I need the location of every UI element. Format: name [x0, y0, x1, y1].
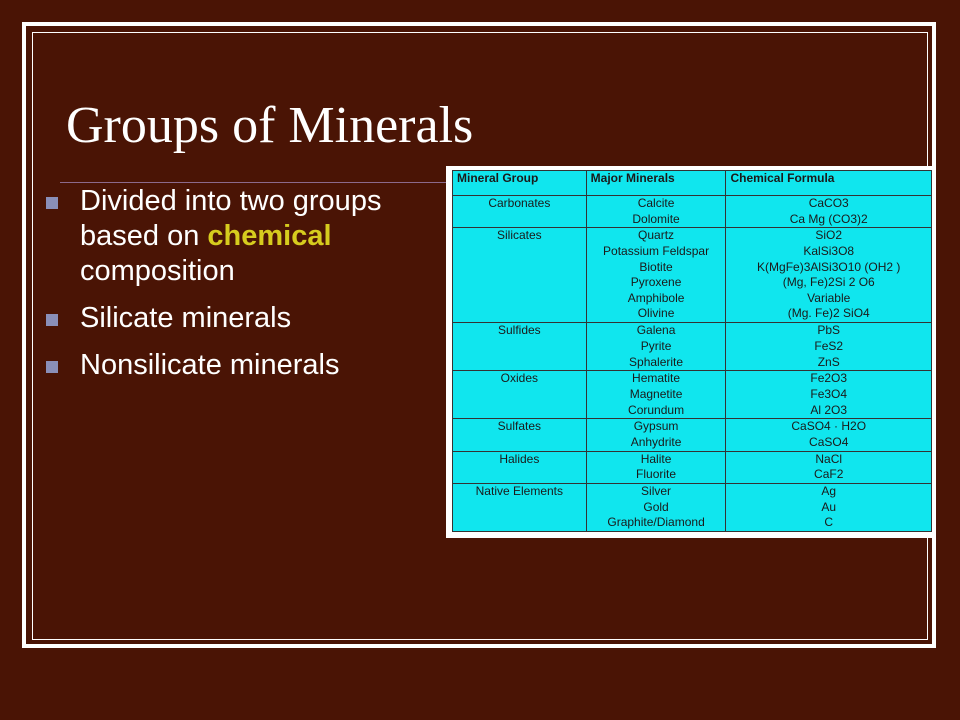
formula-text: NaCl	[815, 451, 843, 466]
title-divider	[60, 182, 450, 183]
mineral-name: Galena	[636, 323, 676, 338]
group-name: Halides	[499, 451, 540, 466]
mineral-name: Fluorite	[636, 467, 677, 482]
bullet-item-divided	[46, 184, 446, 289]
cell-chemical-formula	[726, 228, 932, 323]
bullet-text-before: Divided into two groups based on	[80, 185, 382, 252]
cell-major-minerals	[586, 228, 726, 323]
bullet-square-icon	[46, 197, 58, 209]
cell-mineral-group	[453, 371, 587, 419]
bullet-square-icon	[46, 314, 58, 326]
group-name: Oxides	[500, 371, 539, 386]
cell-mineral-group	[453, 323, 587, 371]
table-row	[453, 419, 932, 451]
cell-chemical-formula	[726, 483, 932, 531]
table-row	[453, 196, 932, 228]
cell-major-minerals	[586, 196, 726, 228]
group-name: Native Elements	[475, 483, 564, 498]
mineral-name: Biotite	[639, 259, 673, 274]
cell-major-minerals	[586, 483, 726, 531]
formula-text: FeS2	[814, 338, 844, 353]
bullet-square-icon	[46, 361, 58, 373]
formula-text: K(MgFe)3AlSi3O10 (OH2 )	[757, 259, 901, 274]
formula-text: KalSi3O8	[803, 243, 855, 258]
table-row	[453, 371, 932, 419]
group-name: Sulfides	[497, 323, 541, 338]
formula-text: (Mg. Fe)2 SiO4	[787, 306, 870, 321]
minerals-table-image	[446, 166, 936, 538]
formula-text: Fe3O4	[810, 386, 848, 401]
formula-text: CaSO4 · H2O	[791, 419, 867, 434]
formula-text: ZnS	[817, 354, 840, 369]
cell-chemical-formula	[726, 451, 932, 483]
header-chemical-formula: Chemical Formula	[726, 171, 932, 196]
table-row	[453, 483, 932, 531]
table-row	[453, 228, 932, 323]
bullet-item-silicate	[46, 301, 446, 336]
mineral-name: Pyrite	[640, 338, 672, 353]
mineral-name: Amphibole	[627, 290, 685, 305]
cell-chemical-formula	[726, 419, 932, 451]
mineral-name: Potassium Feldspar	[603, 243, 710, 258]
cell-mineral-group	[453, 419, 587, 451]
group-name: Sulfates	[497, 419, 542, 434]
bullet-text: Silicate minerals	[80, 302, 292, 334]
mineral-name: Gold	[643, 499, 669, 514]
cell-mineral-group	[453, 228, 587, 323]
mineral-name: Magnetite	[629, 386, 683, 401]
mineral-name: Anhydrite	[630, 434, 682, 449]
cell-mineral-group	[453, 451, 587, 483]
table-row	[453, 451, 932, 483]
mineral-name: Gypsum	[633, 419, 679, 434]
mineral-name: Dolomite	[632, 211, 680, 226]
formula-text: Ag	[821, 483, 837, 498]
formula-text: Variable	[807, 290, 851, 305]
group-name: Silicates	[496, 228, 542, 243]
cell-major-minerals	[586, 419, 726, 451]
mineral-name: Olivine	[637, 306, 675, 321]
formula-text: Au	[821, 499, 837, 514]
cell-major-minerals	[586, 323, 726, 371]
formula-text: CaSO4	[809, 434, 849, 449]
formula-text: C	[824, 515, 834, 530]
table-row	[453, 323, 932, 371]
cell-chemical-formula	[726, 323, 932, 371]
formula-text: Fe2O3	[810, 371, 848, 386]
formula-text: CaF2	[814, 467, 844, 482]
mineral-name: Silver	[641, 483, 672, 498]
formula-text: SiO2	[815, 228, 843, 243]
mineral-name: Halite	[640, 451, 672, 466]
slide-title: Groups of Minerals	[66, 97, 474, 154]
cell-mineral-group	[453, 196, 587, 228]
mineral-name: Hematite	[632, 371, 681, 386]
formula-text: Ca Mg (CO3)2	[789, 211, 868, 226]
mineral-name: Sphalerite	[629, 354, 684, 369]
mineral-name: Pyroxene	[630, 275, 682, 290]
minerals-table	[452, 170, 932, 532]
bullet-text: Nonsilicate minerals	[80, 349, 340, 381]
formula-text: (Mg, Fe)2Si 2 O6	[782, 275, 875, 290]
formula-text: Al 2O3	[810, 402, 848, 417]
header-mineral-group: Mineral Group	[453, 171, 587, 196]
header-major-minerals: Major Minerals	[586, 171, 726, 196]
cell-mineral-group	[453, 483, 587, 531]
bullet-list	[46, 184, 446, 395]
cell-chemical-formula	[726, 371, 932, 419]
formula-text: PbS	[817, 323, 841, 338]
formula-text: CaCO3	[808, 196, 849, 210]
group-name: Carbonates	[488, 196, 551, 210]
highlight-word: chemical	[207, 220, 332, 252]
bullet-text-after: composition	[80, 255, 235, 287]
table-header-row	[453, 171, 932, 196]
cell-major-minerals	[586, 371, 726, 419]
mineral-name: Calcite	[637, 196, 675, 210]
mineral-name: Graphite/Diamond	[607, 515, 705, 530]
bullet-item-nonsilicate	[46, 348, 446, 383]
cell-chemical-formula	[726, 196, 932, 228]
mineral-name: Corundum	[628, 402, 685, 417]
mineral-name: Quartz	[638, 228, 675, 243]
cell-major-minerals	[586, 451, 726, 483]
